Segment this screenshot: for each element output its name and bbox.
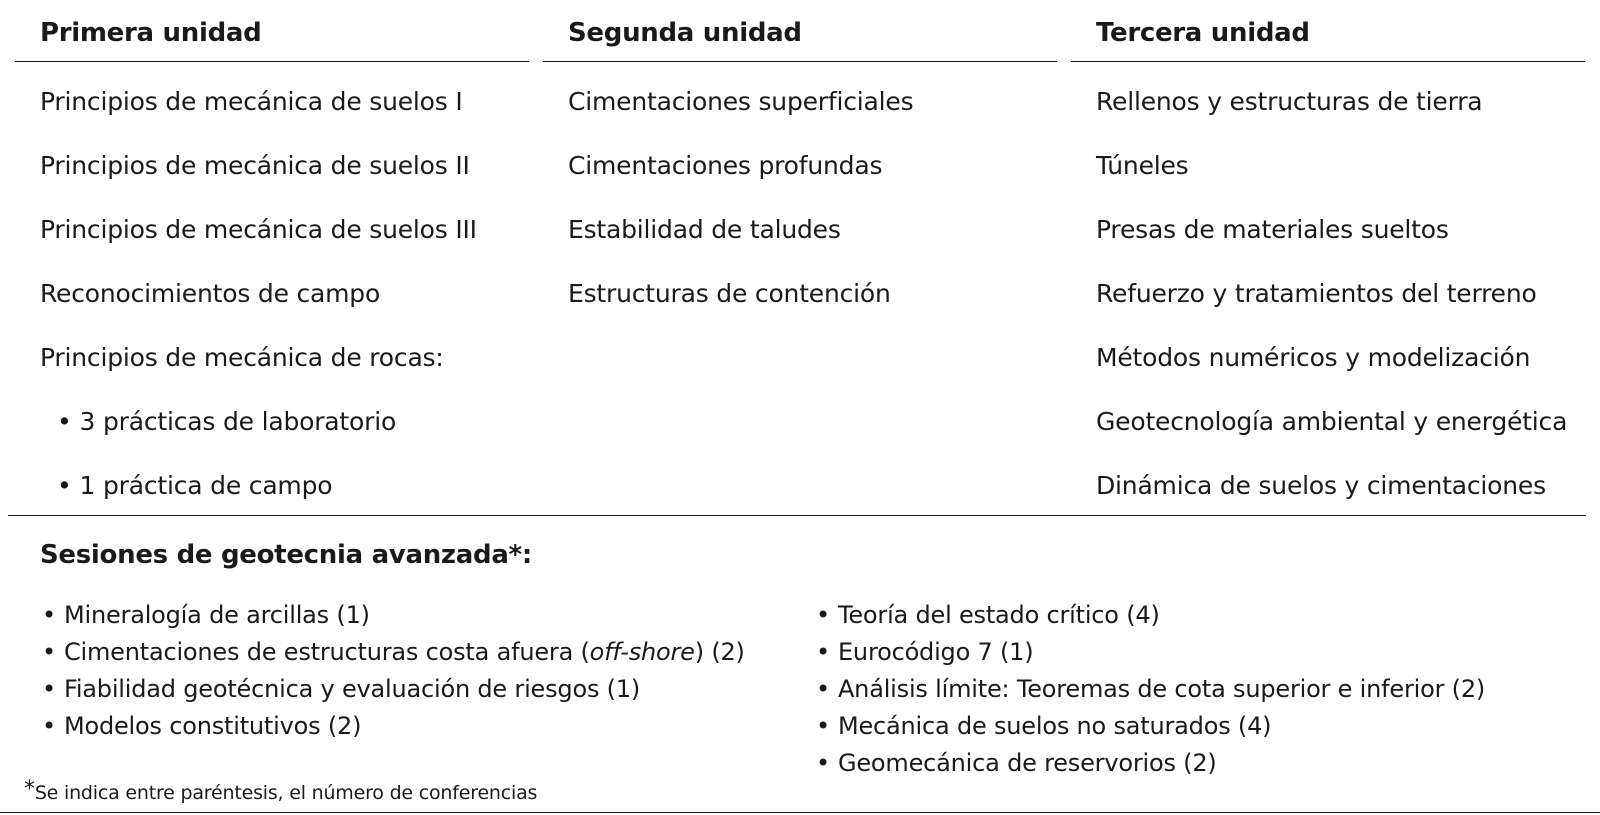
unit-column-2 — [543, 0, 1057, 326]
bullet: • — [816, 675, 830, 703]
list-item-label-post: ) (2) — [694, 638, 745, 666]
list-item — [42, 671, 745, 708]
footnote-text: Se indica entre paréntesis, el número de conferencias — [34, 782, 538, 804]
bullet: • — [42, 675, 56, 703]
list-item: Métodos numéricos y modelización — [1096, 343, 1531, 372]
units-table — [15, 0, 1585, 515]
bullet: • — [42, 712, 56, 740]
bullet: • — [57, 407, 72, 436]
unit-header-2: Segunda unidad — [543, 0, 1057, 62]
list-item — [816, 597, 1485, 634]
bullet: • — [816, 749, 830, 777]
list-item: Principios de mecánica de suelos III — [40, 215, 477, 244]
list-item: Principios de mecánica de suelos I — [40, 87, 463, 116]
bullet: • — [42, 638, 56, 666]
list-item-label: Análisis límite: Teoremas de cota superior e inferior (2) — [837, 675, 1486, 703]
list-item: Reconocimientos de campo — [40, 279, 381, 308]
bullet: • — [42, 601, 56, 629]
unit-column-3 — [1071, 0, 1585, 518]
section-divider — [8, 515, 1586, 516]
list-item: Principios de mecánica de rocas: — [40, 343, 444, 372]
bullet: • — [816, 712, 830, 740]
list-item: Túneles — [1096, 151, 1189, 180]
list-item — [816, 671, 1485, 708]
unit-list-2 — [543, 62, 1057, 326]
sub-list-item-label: 3 prácticas de laboratorio — [79, 407, 397, 436]
list-item-label: Geomecánica de reservorios (2) — [837, 749, 1217, 777]
advanced-sessions-title: Sesiones de geotecnia avanzada*: — [40, 540, 532, 570]
sub-list-item-label: 1 práctica de campo — [79, 471, 333, 500]
advanced-list-right — [816, 597, 1485, 782]
list-item — [42, 708, 745, 745]
unit-column-1 — [15, 0, 529, 518]
list-item: Cimentaciones profundas — [568, 151, 883, 180]
list-item-label: Modelos constitutivos (2) — [63, 712, 362, 740]
sub-list-item — [15, 454, 529, 518]
list-item: Cimentaciones superficiales — [568, 87, 914, 116]
footnote — [24, 777, 538, 805]
list-item: Rellenos y estructuras de tierra — [1096, 87, 1483, 116]
bullet: • — [816, 601, 830, 629]
list-item — [816, 634, 1485, 671]
list-item — [816, 745, 1485, 782]
list-item: Refuerzo y tratamientos del terreno — [1096, 279, 1537, 308]
list-item: Estructuras de contención — [568, 279, 891, 308]
unit-header-1: Primera unidad — [15, 0, 529, 62]
bottom-divider — [0, 812, 1600, 813]
list-item: Dinámica de suelos y cimentaciones — [1096, 471, 1546, 500]
list-item-label: Teoría del estado crítico (4) — [837, 601, 1160, 629]
list-item — [816, 708, 1485, 745]
bullet: • — [816, 638, 830, 666]
unit-list-1 — [15, 62, 529, 518]
list-item — [42, 634, 745, 671]
advanced-list-left — [42, 597, 745, 745]
list-item-label: Mineralogía de arcillas (1) — [63, 601, 370, 629]
sub-list-item — [15, 390, 529, 454]
list-item-label-pre: Cimentaciones de estructuras costa afuera ( — [63, 638, 590, 666]
list-item: Geotecnología ambiental y energética — [1096, 407, 1568, 436]
list-item-label: Fiabilidad geotécnica y evaluación de riesgos (1) — [63, 675, 641, 703]
list-item-label: Eurocódigo 7 (1) — [837, 638, 1034, 666]
unit-list-3 — [1071, 62, 1585, 518]
footnote-star: * — [24, 777, 35, 802]
list-item-label: Mecánica de suelos no saturados (4) — [837, 712, 1272, 740]
list-item — [42, 597, 745, 634]
unit-header-3: Tercera unidad — [1071, 0, 1585, 62]
bullet: • — [57, 471, 72, 500]
list-item: Presas de materiales sueltos — [1096, 215, 1449, 244]
list-item-label-emphasis: off-shore — [589, 638, 695, 666]
list-item: Principios de mecánica de suelos II — [40, 151, 470, 180]
list-item: Estabilidad de taludes — [568, 215, 841, 244]
